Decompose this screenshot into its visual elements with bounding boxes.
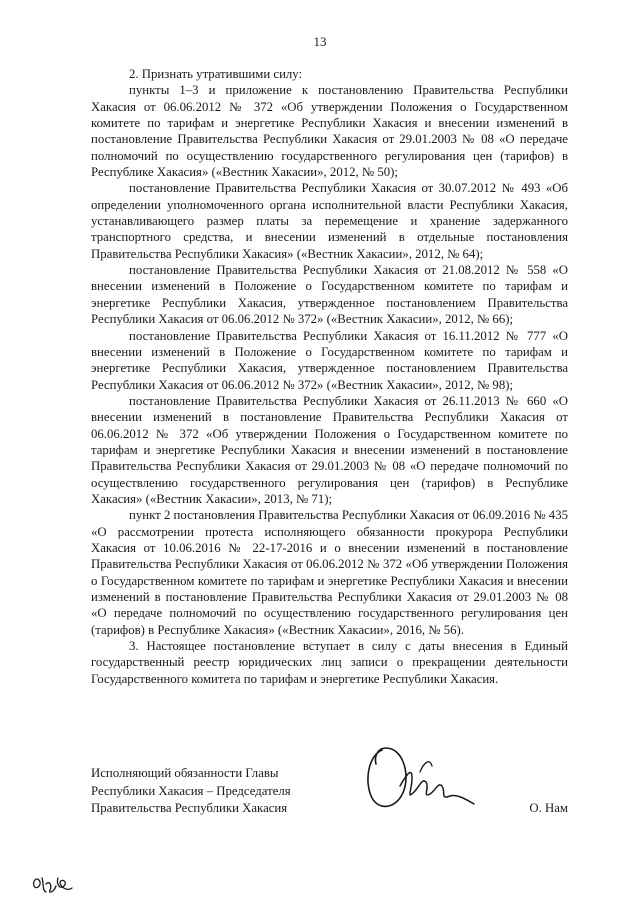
signatory-position-line: Республики Хакасия – Председателя [91,783,291,798]
signatory-position-line: Исполняющий обязанности Главы [91,766,279,780]
paragraph-resolution-435: пункт 2 постановления Правительства Республики Хакасия от 06.09.2016 № 435 «О рассмотрении протеста исполняющего обязанности прокурора Республики Хакасия от 10.06.2016 № 22-17-2016 и о внесении изменений в постановление Правительства Республики Хакасия от 06.06.2012 № 372 «Об утверждении Положения о Государственном комитете по тарифам и энергетике Республики Хакасия и внесении изменений в постановление Правительства Республики Хакасия от 29.01.2003 № 08 «О передаче полномочий по осуществлению государственного регулирования цен (тарифов) в Республике Хакасия» («Вестник Хакасии», 2016, № 56). [91,508,568,637]
page-number: 13 [313,34,327,49]
signatory-name: О. Нам [529,801,568,815]
paragraph-item-2-heading: 2. Признать утратившими силу: [129,67,303,81]
paragraph-item-3: 3. Настоящее постановление вступает в силу с даты внесения в Единый государственный реестр юридических лиц записи о прекращении деятельности Государственного комитета по тарифам и энергетике Республики Хакасия. [91,639,568,686]
signatory-position-line: Правительства Республики Хакасия [91,801,288,815]
paragraph-resolution-372: пункты 1–3 и приложение к постановлению Правительства Республики Хакасия от 06.06.2012 № 372 «Об утверждении Положения о Государственном комитете по тарифам и энергетике Республики Хакасия и внесении изменений в постановление Правительства Республики Хакасия от 29.01.2003 № 08 «О передаче полномочий по осуществлению государственного регулирования цен (тарифов) в Республике Хакасия» («Вестник Хакасии», 2012, № 50); [91,83,568,180]
handwritten-signature [360,742,480,822]
document-body [91,66,568,687]
paragraph-resolution-493: постановление Правительства Республики Хакасия от 30.07.2012 № 493 «Об определении уполномоченного органа исполнительной власти Республики Хакасия, устанавливающего размер платы за перемещение и хранение задержанного транспортного средства, и внесении изменений в отдельные постановления Правительства Республики Хакасия» («Вестник Хакасии», 2012, № 64); [91,181,568,261]
signature-block [91,765,568,818]
paragraph-resolution-558: постановление Правительства Республики Хакасия от 21.08.2012 № 558 «О внесении изменений в Положение о Государственном комитете по тарифам и энергетике Республики Хакасия, утвержденное постановлением Правительства Республики Хакасия от 06.06.2012 № 372» («Вестник Хакасии», 2012, № 66); [91,263,568,327]
paragraph-resolution-660: постановление Правительства Республики Хакасия от 26.11.2013 № 660 «О внесении изменений в постановление Правительства Республики Хакасия от 06.06.2012 № 372 «Об утверждении Положения о Государственном комитете по тарифам и энергетике Республики Хакасия и внесении изменений в постановление Правительства Республики Хакасия от 29.01.2003 № 08 «О передаче полномочий по осуществлению государственного регулирования цен (тарифов) в Республике Хакасия» («Вестник Хакасии», 2013, № 71); [91,393,568,506]
paragraph-resolution-777: постановление Правительства Республики Хакасия от 16.11.2012 № 777 «О внесении изменений в Положение о Государственном комитете по тарифам и энергетике Республики Хакасия, утвержденное постановлением Правительства Республики Хакасия от 06.06.2012 № 372» («Вестник Хакасии», 2012, № 98); [91,328,568,392]
signatory-position [91,765,568,818]
handwritten-margin-mark [30,872,76,894]
